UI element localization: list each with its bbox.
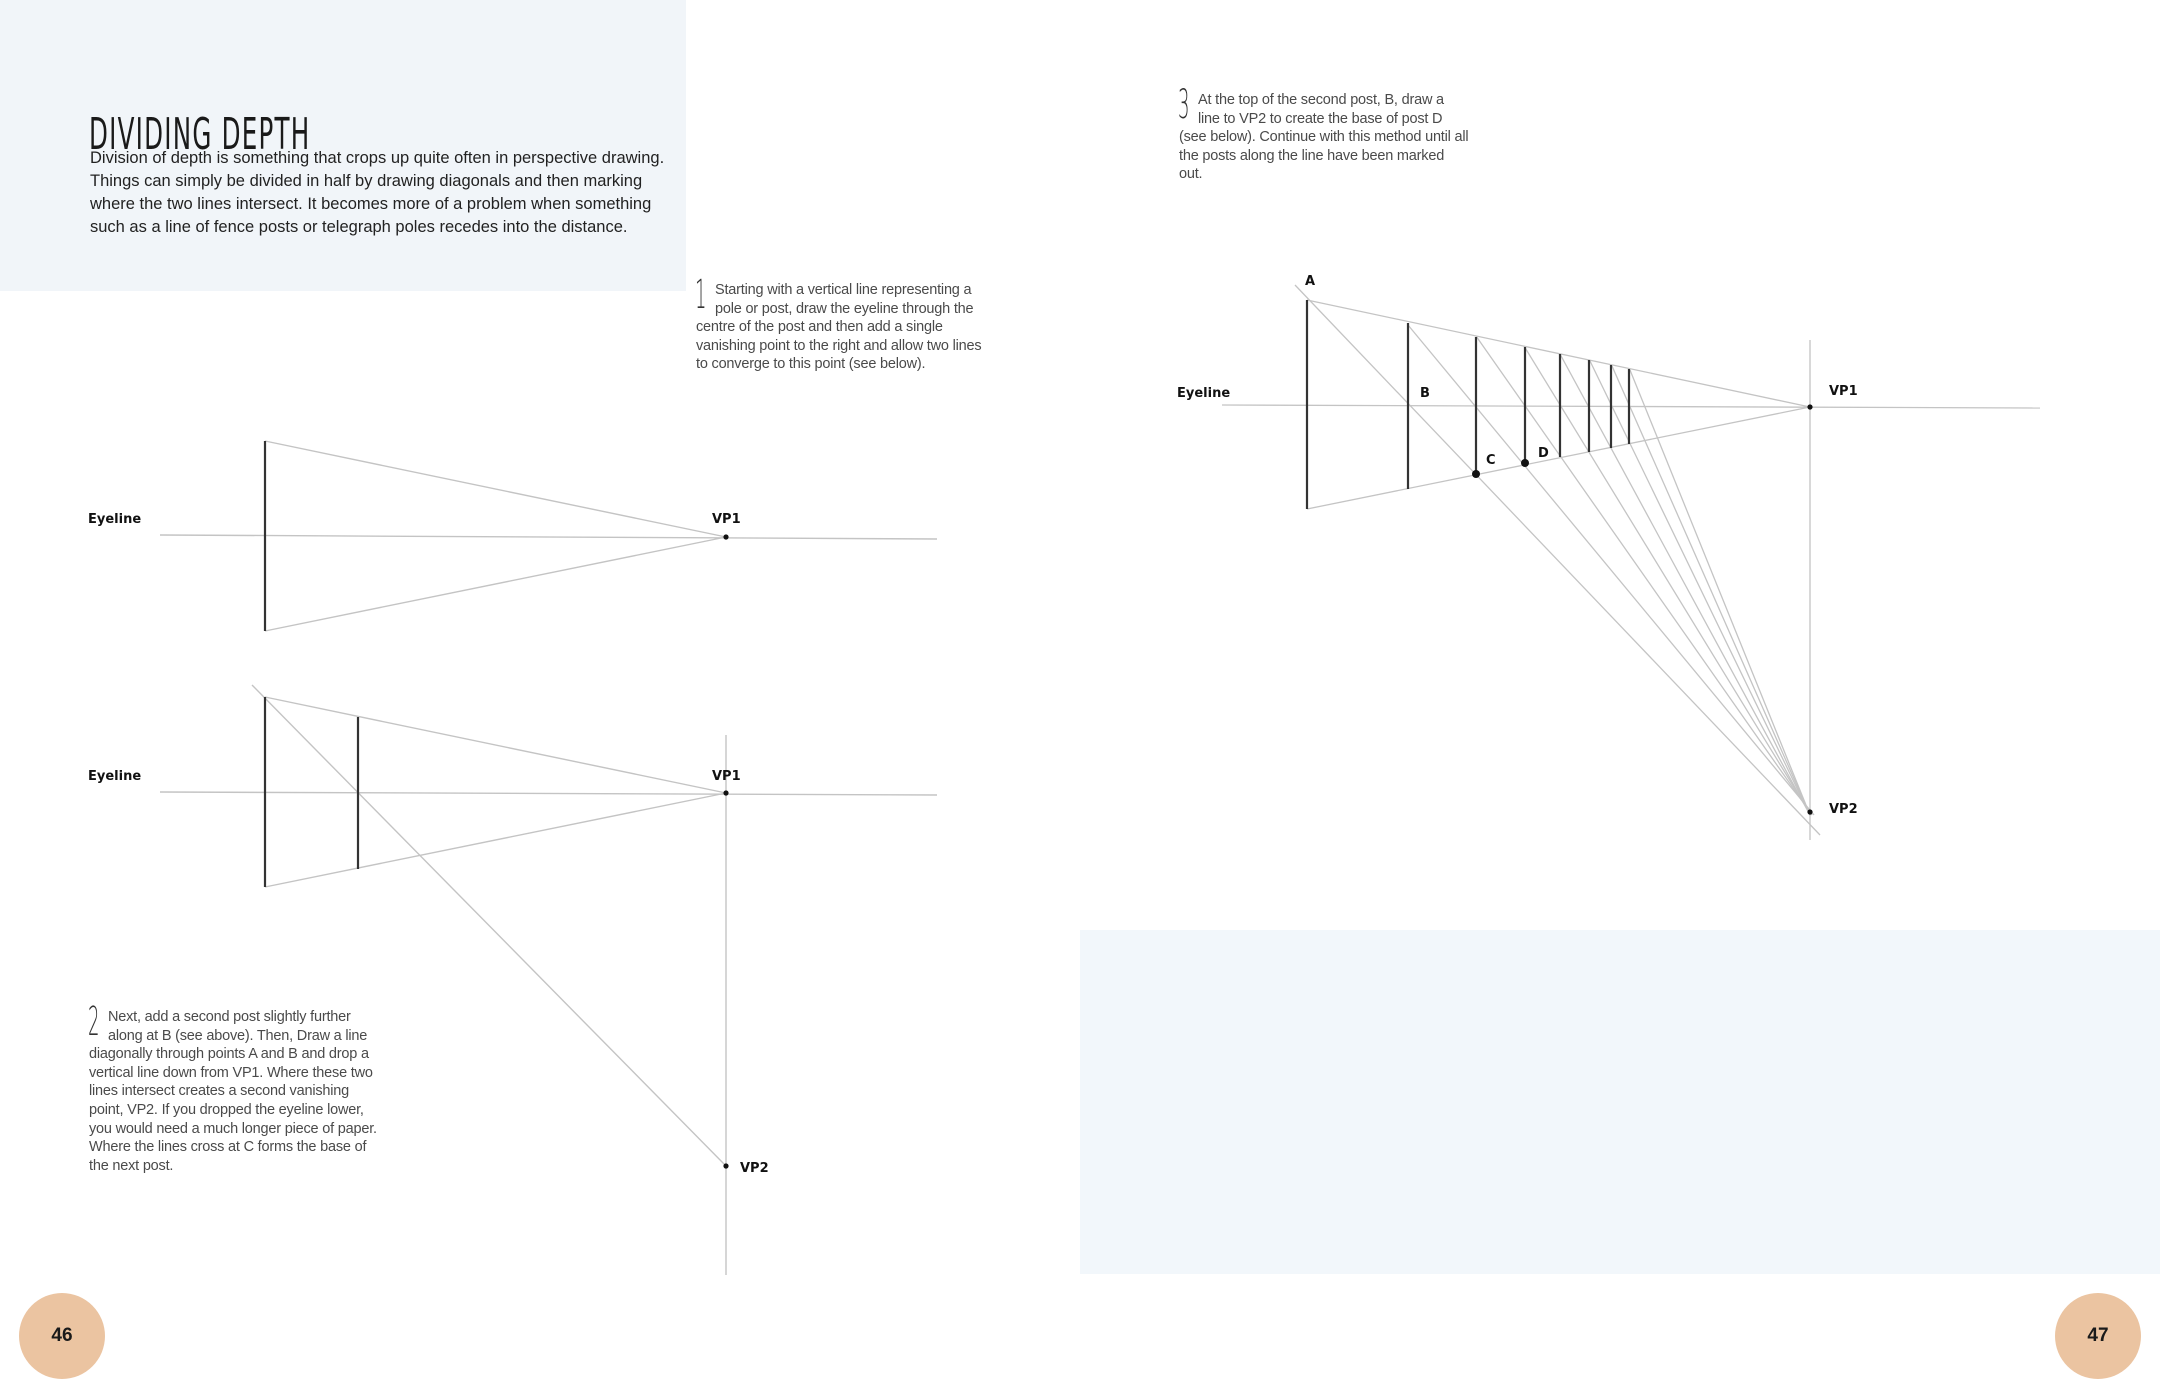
diagonal-a-b [252,685,726,1166]
vp1-label-2: VP1 [712,769,741,784]
diagram-2 [160,685,937,1275]
page-number-left: 46 [19,1293,105,1379]
step-2-text: Next, add a second post slightly further along at B (see above). Then, Draw a line diagonally through points A and B and drop a vertical line down from VP1. Where these two lines intersect creates a second vanishing point, VP2. If you dropped the eyeline lower, you would need a much longer piece of paper. Where the lines cross at C forms the base of the next post. [89,1009,377,1174]
page-number-right: 47 [2055,1293,2141,1379]
vp1-point-3 [1807,404,1812,409]
label-b: B [1420,386,1430,401]
step-3-number: 3 [1178,82,1190,128]
vp2-label-3: VP2 [1829,802,1858,817]
step-3-text: At the top of the second post, B, draw a line to VP2 to create the base of post D (see below). Continue with this method until all the posts along the line have been marked out. [1179,92,1469,183]
vp2-point-3 [1807,809,1812,814]
vp1-point-2 [723,790,728,795]
vp1-point [723,534,728,539]
eyeline-label-2: Eyeline [88,769,142,784]
diagonal-a-vp2 [1295,285,1820,835]
point-c [1472,470,1480,478]
converge-line-top-3 [1307,300,1810,407]
label-a: A [1305,274,1316,289]
converge-line-bottom-3 [1307,407,1810,509]
eyeline-label-1: Eyeline [88,512,142,527]
vp1-label-1: VP1 [712,512,741,527]
intro-paragraph: Division of depth is something that crops up quite often in perspective drawing. Things can simply be divided in half by drawing diagonals and then marking where the two lines intersect. It becomes more of a problem when something such as a line of fence posts or telegraph poles recedes into the distance. [90,149,665,236]
line-h-vp2 [1630,370,1810,815]
converge-line-bottom-2 [265,793,726,887]
line-g-vp2 [1612,366,1810,815]
label-d: D [1538,446,1549,461]
eyeline-line-2 [160,792,937,795]
eyeline-label-3: Eyeline [1177,386,1231,401]
line-d-vp2 [1524,346,1811,815]
converge-line-bottom [265,537,726,631]
diagram-1 [160,441,937,631]
step-1-number: 1 [695,272,707,318]
eyeline-line [160,535,937,539]
converge-line-top [265,441,726,537]
page-title: DIVIDING DEPTH [89,109,311,161]
line-e-vp2 [1560,354,1810,815]
converge-line-top-2 [265,697,726,793]
vp1-label-3: VP1 [1829,384,1858,399]
step-2-number: 2 [88,999,100,1045]
vp2-point-2 [723,1163,728,1168]
vp2-label-2: VP2 [740,1161,769,1176]
line-c-vp2 [1476,336,1812,815]
label-c: C [1486,453,1496,468]
step-1-text: Starting with a vertical line representing a pole or post, draw the eyeline through the centre of the post and then add a single vanishing point to the right and allow two lines to converge to this point (see below). [696,282,982,373]
diagram-3 [1222,285,2040,840]
point-d [1521,459,1529,467]
